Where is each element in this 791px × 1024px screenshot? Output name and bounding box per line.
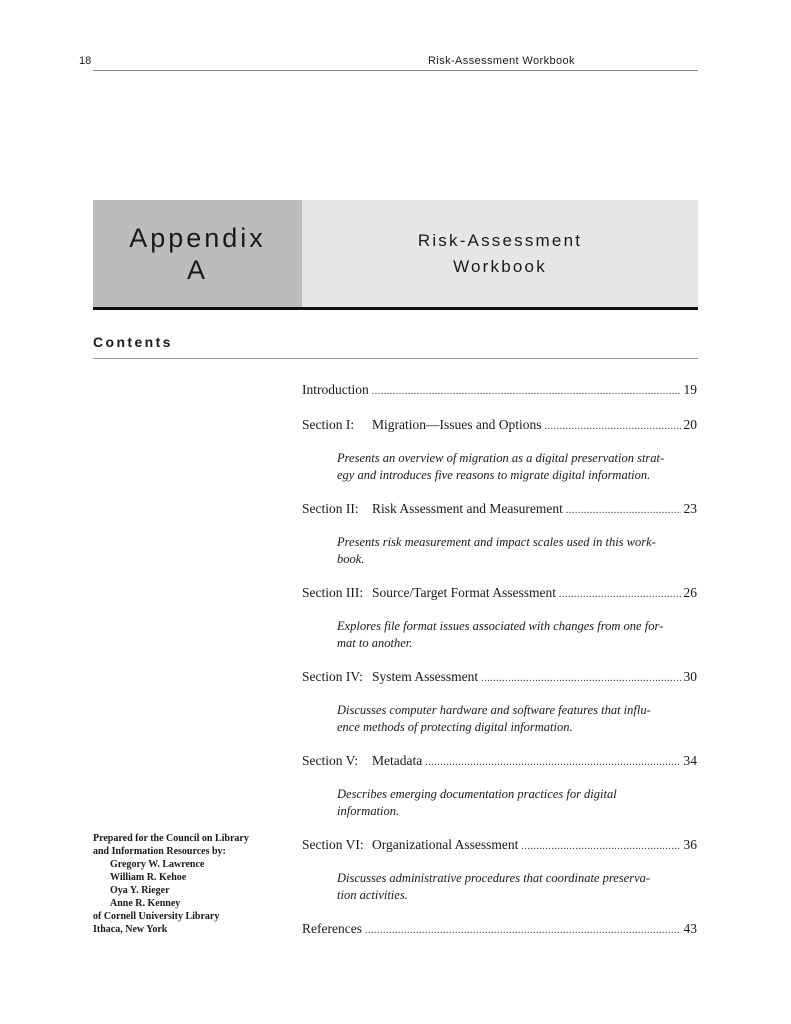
- description-line: Describes emerging documentation practices for digital: [337, 787, 617, 801]
- toc-page-number: 20: [683, 417, 697, 432]
- toc-entry: [302, 499, 697, 521]
- appendix-banner: [93, 200, 698, 307]
- toc-entry-title: Risk Assessment and Measurement: [372, 501, 563, 516]
- toc-section-number: Section IV:: [302, 669, 363, 684]
- toc-entry-description: [337, 870, 669, 904]
- toc-entry: [302, 667, 697, 689]
- toc-entry-title: Source/Target Format Assessment: [372, 585, 557, 600]
- toc-leader-dots: [566, 501, 681, 521]
- toc-section-number: Section V:: [302, 753, 359, 768]
- description-line: ence methods of protecting digital information.: [337, 720, 573, 734]
- contents-divider: [93, 358, 698, 359]
- toc-entry-title: Organizational Assessment: [372, 837, 519, 852]
- credits-line: and Information Resources by:: [93, 846, 226, 857]
- author-name: Gregory W. Lawrence: [110, 859, 205, 870]
- toc-page-number: 34: [683, 753, 697, 768]
- contents-heading: Contents: [93, 334, 173, 350]
- toc-entry-description: [337, 534, 669, 568]
- description-line: Presents an overview of migration as a digital preservation strat-: [337, 451, 665, 465]
- toc-entry-title: Introduction: [302, 382, 369, 397]
- author-name: William R. Kehoe: [110, 872, 187, 883]
- credits-line: of Cornell University Library: [93, 911, 220, 922]
- toc-entry-title: References: [302, 921, 362, 936]
- description-line: Discusses administrative procedures that coordinate preserva-: [337, 871, 651, 885]
- appendix-letter: A: [186, 254, 208, 285]
- toc-entry-description: [337, 450, 669, 484]
- description-line: Presents risk measurement and impact scales used in this work-: [337, 535, 656, 549]
- toc-entry-title: Metadata: [372, 753, 423, 768]
- toc-entry-description: [337, 618, 669, 652]
- appendix-title-line: Risk-Assessment: [417, 230, 583, 250]
- appendix-title-line: Workbook: [453, 256, 547, 276]
- toc-section-number: Section III:: [302, 585, 364, 600]
- toc-entry: [302, 380, 697, 402]
- appendix-label-block: [93, 200, 302, 307]
- toc-leader-dots: [521, 837, 680, 857]
- running-title: Risk-Assessment Workbook: [428, 55, 575, 67]
- description-line: Explores file format issues associated with changes from one for-: [337, 619, 664, 633]
- author-name: Oya Y. Rieger: [110, 885, 170, 896]
- toc-leader-dots: [481, 669, 680, 689]
- toc-page-number: 43: [683, 921, 697, 936]
- description-line: egy and introduces five reasons to migrate digital information.: [337, 468, 651, 482]
- toc-section-number: Section II:: [302, 501, 359, 516]
- toc-page-number: 26: [683, 585, 697, 600]
- toc-entry: [302, 415, 697, 437]
- toc-page-number: 36: [683, 837, 697, 852]
- header-divider: [93, 70, 698, 71]
- toc-entry: [302, 835, 697, 857]
- toc-page-number: 19: [683, 382, 697, 397]
- toc-entry: [302, 583, 697, 605]
- toc-section-number: Section VI:: [302, 837, 364, 852]
- toc-leader-dots: [425, 753, 680, 773]
- toc-section-number: Section I:: [302, 417, 355, 432]
- toc-entry-title: System Assessment: [372, 669, 479, 684]
- credits-block: [93, 832, 249, 936]
- description-line: book.: [337, 552, 365, 566]
- toc-entry: [302, 919, 697, 941]
- description-line: information.: [337, 804, 400, 818]
- toc-leader-dots: [365, 921, 681, 941]
- toc-entry-description: [337, 786, 669, 820]
- table-of-contents: [302, 380, 697, 941]
- page-number: 18: [79, 55, 92, 67]
- credits-line: Prepared for the Council on Library: [93, 833, 249, 844]
- credits-line: Ithaca, New York: [93, 924, 168, 935]
- toc-entry-title: Migration—Issues and Options: [372, 417, 542, 432]
- description-line: mat to another.: [337, 636, 413, 650]
- toc-page-number: 23: [683, 501, 697, 516]
- toc-entry: [302, 751, 697, 773]
- toc-entry-description: [337, 702, 669, 736]
- banner-divider: [93, 307, 698, 310]
- description-line: tion activities.: [337, 888, 408, 902]
- toc-leader-dots: [545, 417, 681, 437]
- toc-page-number: 30: [683, 669, 697, 684]
- author-name: Anne R. Kenney: [110, 898, 181, 909]
- appendix-label-line: Appendix: [129, 222, 266, 253]
- appendix-title-block: [302, 200, 698, 307]
- toc-leader-dots: [559, 585, 680, 605]
- toc-leader-dots: [372, 382, 681, 402]
- description-line: Discusses computer hardware and software features that influ-: [337, 703, 651, 717]
